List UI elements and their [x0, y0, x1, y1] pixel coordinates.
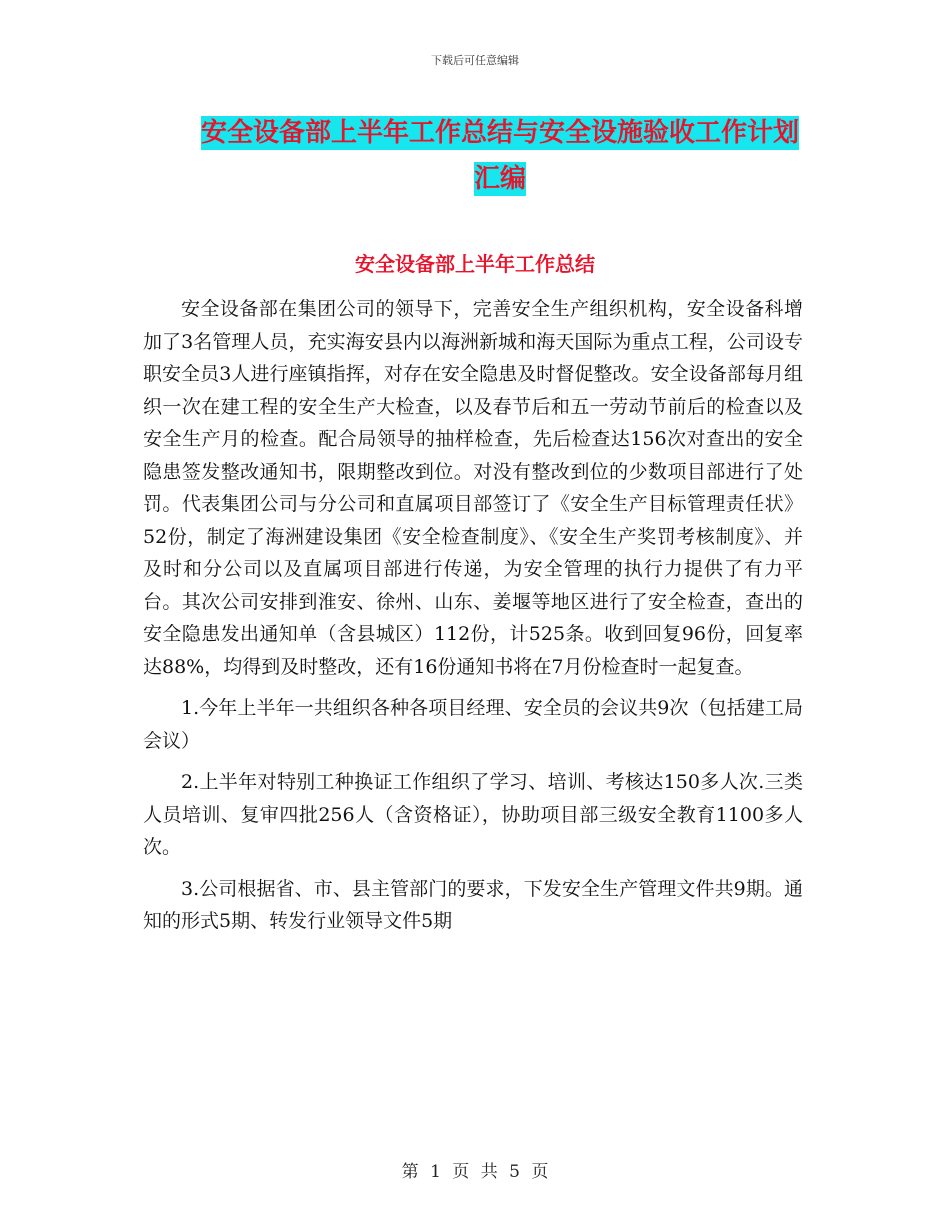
section-title: 安全设备部上半年工作总结	[355, 252, 595, 276]
document-title-line-1-text: 安全设备部上半年工作总结与安全设施验收工作计划	[200, 118, 799, 148]
document-title-line-1	[0, 110, 950, 156]
paragraph-item-1: 1.今年上半年一共组织各种各项目经理、安全员的会议共9次（包括建工局会议）	[143, 697, 803, 752]
body-text	[143, 293, 803, 938]
document-title	[0, 110, 950, 202]
document-title-line-2	[0, 156, 950, 202]
paragraph-intro: 安全设备部在集团公司的领导下，完善安全生产组织机构，安全设备科增加了3名管理人员，充实海安县内以海洲新城和海天国际为重点工程，公司设专职安全员3人进行座镇指挥，对存在安全隐患及时督促整改。安全设备部每月组织一次在建工程的安全生产大检查，以及春节后和五一劳动节前后的检查以及安全生产月的检查。配合局领导的抽样检查，先后检查达156次对查出的安全隐患签发整改通知书，限期整改到位。对没有整改到位的少数项目部进行了处罚。代表集团公司与分公司和直属项目部签订了《安全生产目标管理责任状》52份，制定了海洲建设集团《安全检查制度》、《安全生产奖罚考核制度》、并及时和分公司以及直属项目部进行传递，为安全管理的执行力提供了有力平台。其次公司安排到淮安、徐州、山东、姜堰等地区进行了安全检查，查出的安全隐患发出通知单（含县城区）112份，计525条。收到回复96份，回复率达88%，均得到及时整改，还有16份通知书将在7月份检查时一起复查。	[143, 298, 803, 678]
paragraph-item-2: 2.上半年对特别工种换证工作组织了学习、培训、考核达150多人次.三类人员培训、复审四批256人（含资格证），协助项目部三级安全教育1100多人次。	[143, 771, 803, 858]
page-header: 下载后可任意编辑	[431, 54, 519, 67]
document-title-line-2-text: 汇编	[473, 164, 526, 194]
paragraph-item-3: 3.公司根据省、市、县主管部门的要求，下发安全生产管理文件共9期。通知的形式5期、转发行业领导文件5期	[143, 877, 803, 932]
page-footer: 第 1 页 共 5 页	[401, 1162, 549, 1182]
